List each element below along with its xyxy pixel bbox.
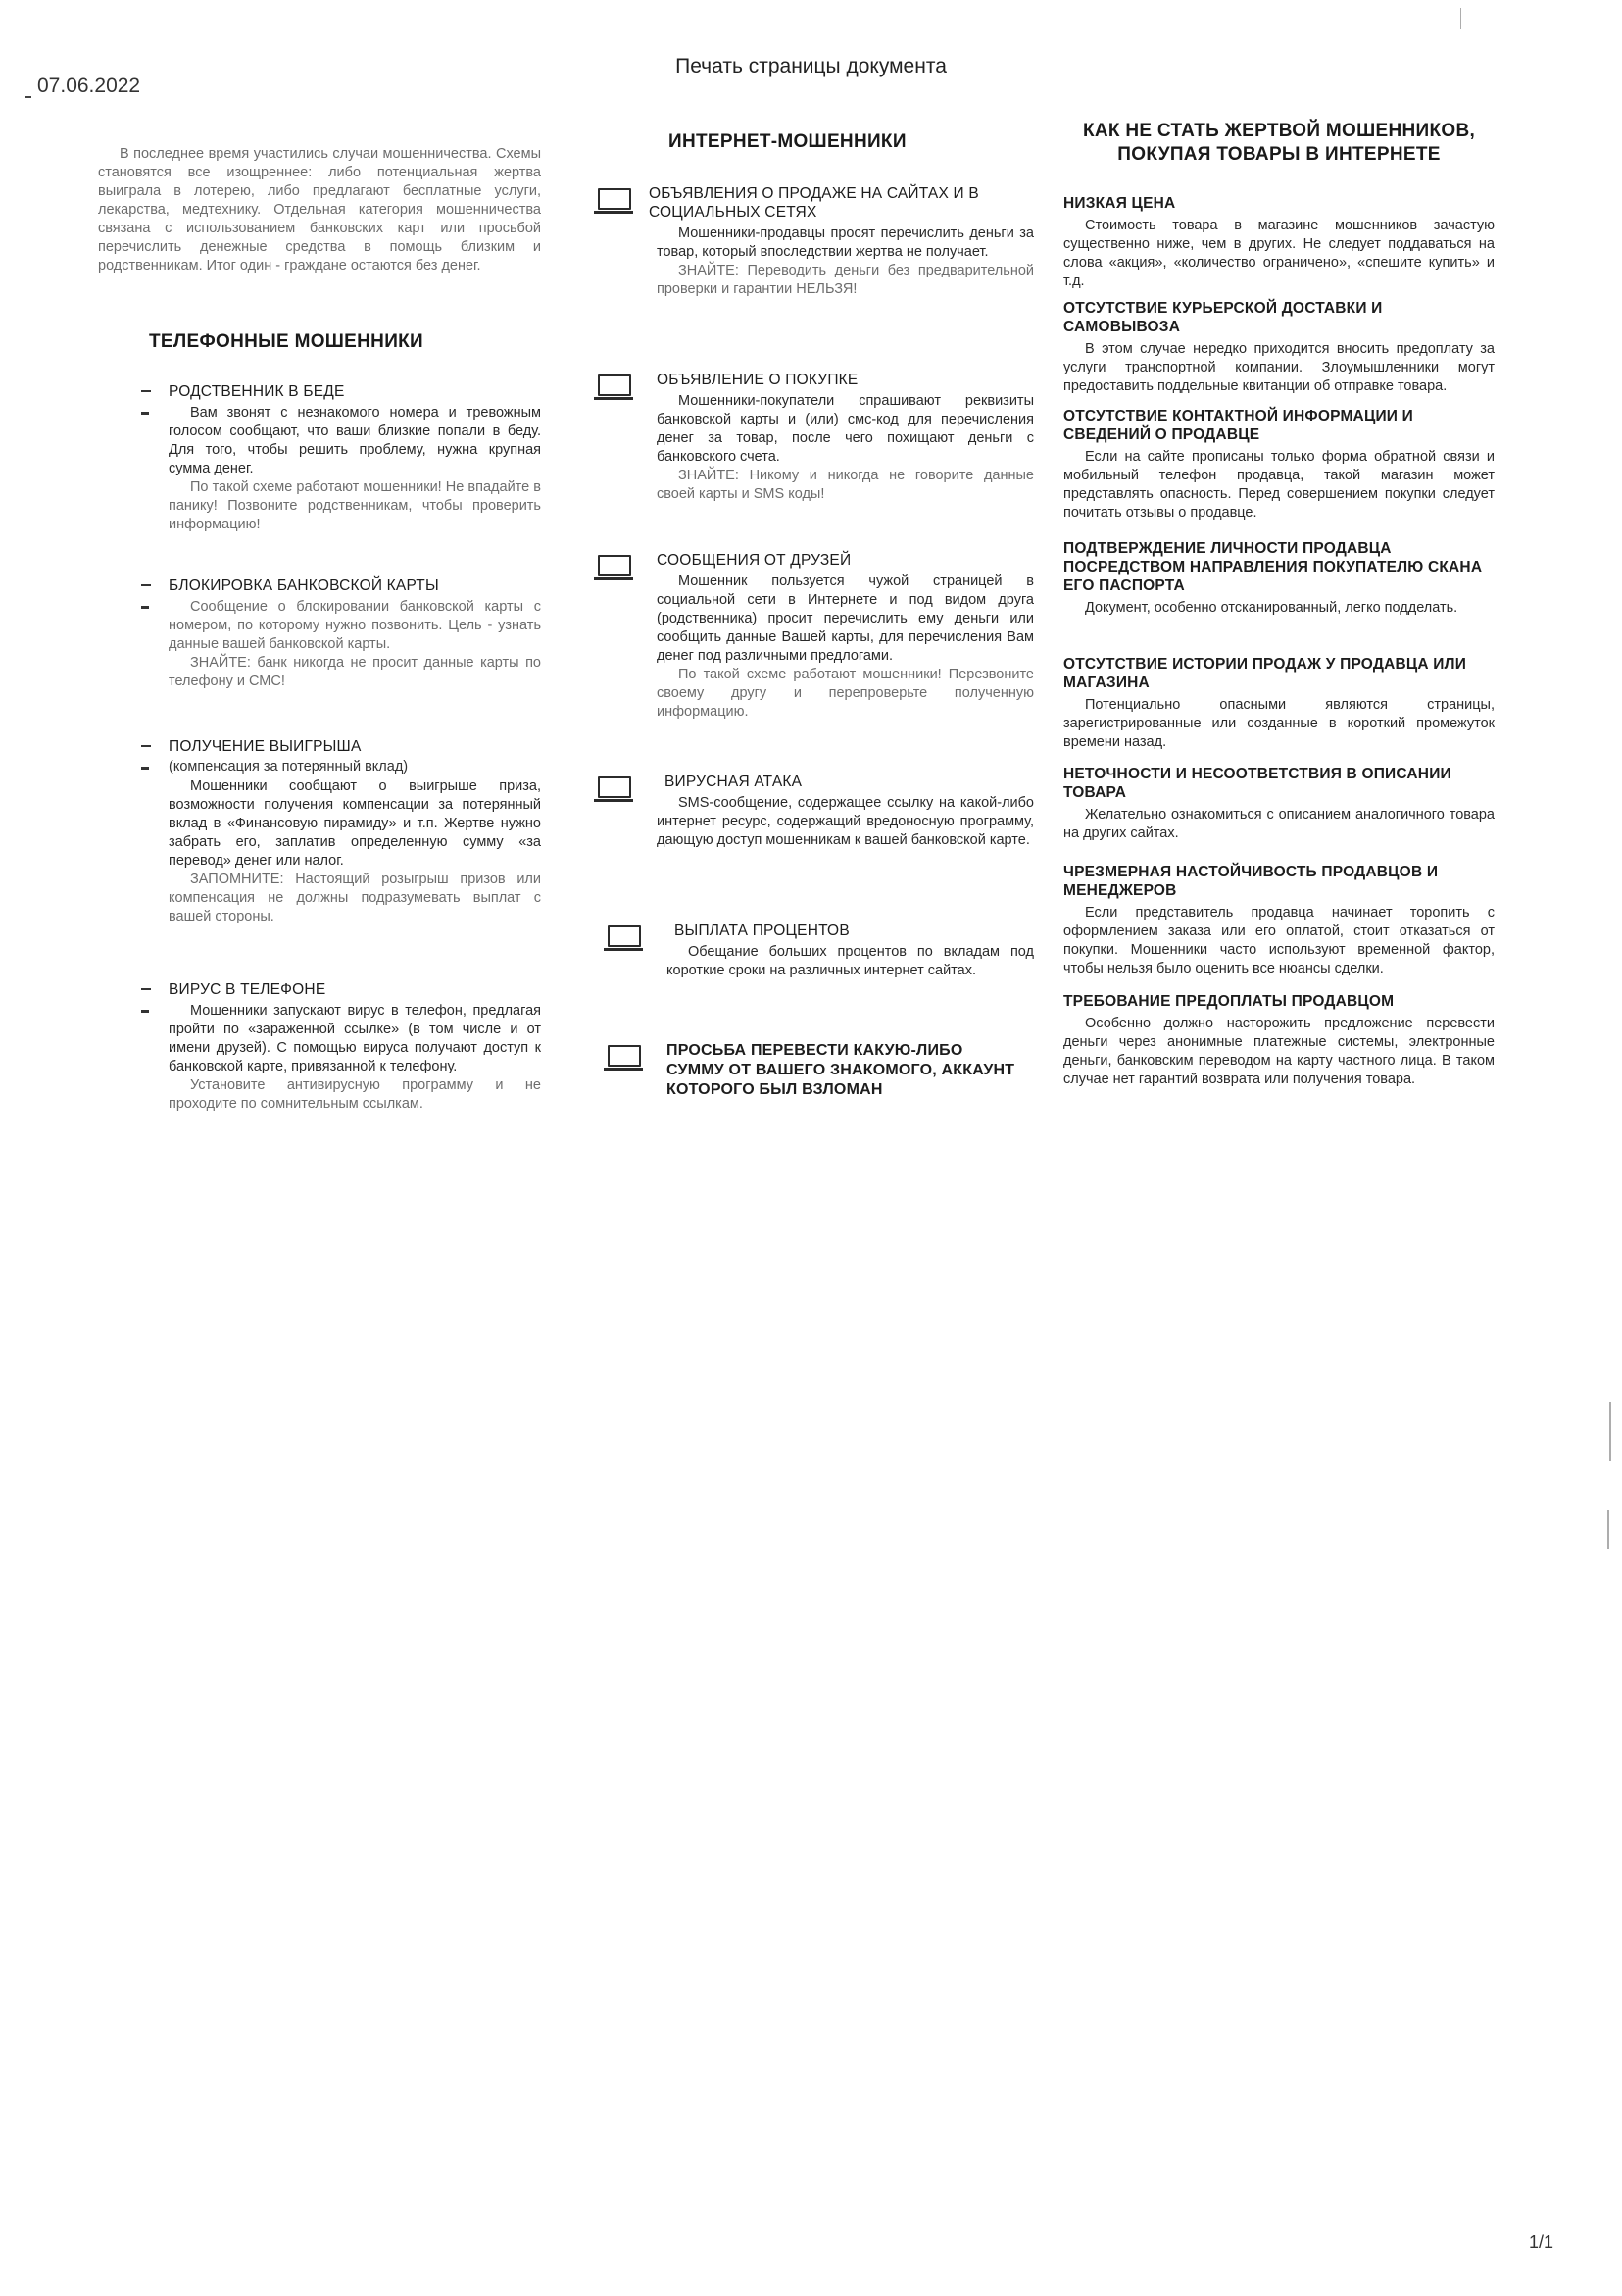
item-note: По такой схеме работают мошенники! Не впадайте в панику! Позвоните родственникам, чтобы проверить информацию! bbox=[169, 479, 541, 532]
item-title: СООБЩЕНИЯ ОТ ДРУЗЕЙ bbox=[657, 552, 852, 569]
item-subtitle: (компенсация за потерянный вклад) bbox=[169, 759, 409, 774]
item-title: ОТСУТСТВИЕ КУРЬЕРСКОЙ ДОСТАВКИ И САМОВЫВОЗА bbox=[1063, 300, 1383, 335]
right-item bbox=[1063, 863, 1495, 978]
bullet-mark bbox=[141, 584, 151, 586]
item-title: ВИРУС В ТЕЛЕФОНЕ bbox=[169, 981, 326, 998]
item-text: Мошенники сообщают о выигрыше приза, возможности получения компенсации за потерянный вклад в «Финансовую пирамиду» и т.п. Жертве нужно забрать его, заплатив определенную сумму «за перевод» денег или налог. bbox=[169, 778, 541, 869]
item-text: Мошенники-продавцы просят перечислить деньги за товар, который впоследствии жертва не получает. bbox=[657, 225, 1034, 260]
item-title: ПОЛУЧЕНИЕ ВЫИГРЫША bbox=[169, 738, 362, 755]
item-note: ЗНАЙТЕ: Переводить деньги без предварительной проверки и гарантии НЕЛЬЗЯ! bbox=[657, 263, 1034, 297]
computer-icon bbox=[594, 188, 633, 218]
section-title-internet: ИНТЕРНЕТ-МОШЕННИКИ bbox=[668, 131, 907, 152]
left-item bbox=[169, 576, 541, 691]
computer-icon bbox=[604, 925, 643, 955]
item-title: ПОДТВЕРЖДЕНИЕ ЛИЧНОСТИ ПРОДАВЦА ПОСРЕДСТВОМ НАПРАВЛЕНИЯ ПОКУПАТЕЛЮ СКАНА ЕГО ПАСПОРТА bbox=[1063, 540, 1483, 594]
item-text: Документ, особенно отсканированный, легко подделать. bbox=[1085, 600, 1458, 616]
print-title: Печать страницы документа bbox=[675, 55, 947, 77]
item-title: ОБЪЯВЛЕНИЯ О ПРОДАЖЕ НА САЙТАХ И В СОЦИАЛЬНЫХ СЕТЯХ bbox=[649, 185, 979, 221]
bullet-mark bbox=[141, 988, 151, 990]
middle-item bbox=[657, 371, 1034, 504]
item-title: ОТСУТСТВИЕ ИСТОРИИ ПРОДАЖ У ПРОДАВЦА ИЛИ МАГАЗИНА bbox=[1063, 656, 1467, 691]
item-text: Стоимость товара в магазине мошенников зачастую существенно ниже, чем в других. Не следует поддаваться на слова «акция», «количество ограничено», «спешите купить» и т.д. bbox=[1063, 218, 1495, 289]
item-text: Мошенник пользуется чужой страницей в социальной сети в Интернете и под видом друга (родственника) просит перечислить ему деньги или сообщить данные Вашей карты, для перечисления Вам денег под различными предлогами. bbox=[657, 574, 1034, 664]
item-title: БЛОКИРОВКА БАНКОВСКОЙ КАРТЫ bbox=[169, 577, 439, 594]
middle-item bbox=[649, 184, 1034, 299]
item-note: ЗАПОМНИТЕ: Настоящий розыгрыш призов или компенсация не должны подразумевать выплат с вашей стороны. bbox=[169, 872, 541, 924]
section-title-phone: ТЕЛЕФОННЫЕ МОШЕННИКИ bbox=[149, 331, 423, 352]
right-item bbox=[1063, 194, 1495, 291]
item-text: Мошенники запускают вирус в телефон, предлагая пройти по «зараженной ссылке» (в том числе и от имени друзей). С помощью вируса получают доступ к банковской карте, привязанной к телефону. bbox=[169, 1003, 541, 1074]
item-text: В этом случае нередко приходится вносить предоплату за услуги транспортной компании. Злоумышленники могут предоставить поддельные квитанции об отправке товара. bbox=[1063, 341, 1495, 394]
middle-item bbox=[657, 773, 1034, 850]
computer-icon bbox=[594, 555, 633, 584]
computer-icon bbox=[594, 374, 633, 404]
item-text: Обещание больших процентов по вкладам под короткие сроки на различных интернет сайтах. bbox=[666, 944, 1034, 978]
right-item bbox=[1063, 299, 1495, 396]
item-note: ЗНАЙТЕ: банк никогда не просит данные карты по телефону и СМС! bbox=[169, 655, 541, 689]
right-item bbox=[1063, 407, 1495, 523]
item-title: ОБЪЯВЛЕНИЕ О ПОКУПКЕ bbox=[657, 372, 859, 388]
bullet-mark bbox=[141, 412, 149, 415]
middle-item bbox=[666, 1041, 1019, 1103]
item-text: SMS-сообщение, содержащее ссылку на какой-либо интернет ресурс, содержащий вредоносную программу, дающую доступ мошенникам к вашей банковской карте. bbox=[657, 795, 1034, 848]
computer-icon bbox=[594, 776, 633, 806]
page-number: 1/1 bbox=[1528, 2232, 1553, 2252]
intro-paragraph: В последнее время участились случаи мошенничества. Схемы становятся все изощреннее: либо потенциальная жертва выиграла в лотерею, либо предлагают бесплатные услуги, лекарства, медтехнику. Отдельная категория мошенничества связана с использованием банковских карт или просьбой перечислить денежные средства в помощь близким и родственникам. Итог один - граждане остаются без денег. bbox=[98, 146, 541, 274]
bullet-mark bbox=[141, 767, 149, 770]
print-date: 07.06.2022 bbox=[37, 75, 141, 97]
left-item bbox=[169, 737, 541, 926]
bullet-mark bbox=[141, 606, 149, 609]
scan-edge-mark bbox=[1609, 1402, 1611, 1461]
item-note: По такой схеме работают мошенники! Перезвоните своему другу и перепроверьте полученную информацию. bbox=[657, 667, 1034, 720]
item-text: Особенно должно насторожить предложение перевести деньги через анонимные платежные системы, электронные деньги, банковским переводом на карту частного лица. В таком случае нет гарантий возврата или получения товара. bbox=[1063, 1016, 1495, 1087]
item-note: ЗНАЙТЕ: Никому и никогда не говорите данные своей карты и SMS коды! bbox=[657, 468, 1034, 502]
scan-edge-mark bbox=[1460, 8, 1461, 29]
item-text: Вам звонят с незнакомого номера и тревожным голосом сообщают, что ваши близкие попали в беду. Для того, чтобы решить проблему, нужна крупная сумма денег. bbox=[169, 405, 541, 476]
bullet-mark bbox=[141, 390, 151, 392]
item-title: ВИРУСНАЯ АТАКА bbox=[664, 774, 803, 790]
item-text: Сообщение о блокировании банковской карты с номером, по которому нужно позвонить. Цель - узнать данные вашей банковской карты. bbox=[169, 599, 541, 652]
item-text: Если представитель продавца начинает торопить с оформлением заказа или его оплатой, стоит отказаться от покупки. Мошенники часто используют временной фактор, чтобы нельзя было оценить все нюансы сделки. bbox=[1063, 905, 1495, 976]
right-item bbox=[1063, 539, 1495, 618]
item-title: ОТСУТСТВИЕ КОНТАКТНОЙ ИНФОРМАЦИИ И СВЕДЕНИЙ О ПРОДАВЦЕ bbox=[1063, 408, 1413, 443]
right-item bbox=[1063, 765, 1495, 843]
item-text: Желательно ознакомиться с описанием аналогичного товара на других сайтах. bbox=[1063, 807, 1495, 841]
item-title: ЧРЕЗМЕРНАЯ НАСТОЙЧИВОСТЬ ПРОДАВЦОВ И МЕНЕДЖЕРОВ bbox=[1063, 864, 1439, 899]
item-text: Потенциально опасными являются страницы, зарегистрированные или созданные в короткий промежуток времени назад. bbox=[1063, 697, 1495, 750]
middle-item bbox=[666, 922, 1034, 980]
right-item bbox=[1063, 655, 1495, 752]
left-item bbox=[169, 382, 541, 534]
scan-edge-mark bbox=[1607, 1510, 1609, 1549]
right-item bbox=[1063, 992, 1495, 1089]
left-item bbox=[169, 980, 541, 1114]
section-title-shopping: КАК НЕ СТАТЬ ЖЕРТВОЙ МОШЕННИКОВ, ПОКУПАЯ ТОВАРЫ В ИНТЕРНЕТЕ bbox=[1082, 121, 1476, 165]
item-title: ВЫПЛАТА ПРОЦЕНТОВ bbox=[674, 923, 850, 939]
item-title: ПРОСЬБА ПЕРЕВЕСТИ КАКУЮ-ЛИБО СУММУ ОТ ВАШЕГО ЗНАКОМОГО, АККАУНТ КОТОРОГО БЫЛ ВЗЛОМАН bbox=[666, 1042, 1015, 1098]
item-title: НЕТОЧНОСТИ И НЕСООТВЕТСТВИЯ В ОПИСАНИИ ТОВАРА bbox=[1063, 766, 1451, 801]
item-title: РОДСТВЕННИК В БЕДЕ bbox=[169, 383, 345, 400]
computer-icon bbox=[604, 1045, 643, 1074]
item-note: Установите антивирусную программу и не проходите по сомнительным ссылкам. bbox=[169, 1077, 541, 1112]
middle-item bbox=[657, 551, 1034, 722]
item-title: ТРЕБОВАНИЕ ПРЕДОПЛАТЫ ПРОДАВЦОМ bbox=[1063, 993, 1395, 1010]
bullet-mark bbox=[141, 1010, 149, 1013]
item-text: Если на сайте прописаны только форма обратной связи и мобильный телефон продавца, такой магазин может представлять опасность. Перед совершением покупки следует почитать отзывы о продавце. bbox=[1063, 449, 1495, 521]
item-title: НИЗКАЯ ЦЕНА bbox=[1063, 195, 1176, 212]
item-text: Мошенники-покупатели спрашивают реквизиты банковской карты и (или) смс-код для перечисления денег за товар, после чего похищают деньги с банковского счета. bbox=[657, 393, 1034, 465]
bullet-mark bbox=[141, 745, 151, 747]
